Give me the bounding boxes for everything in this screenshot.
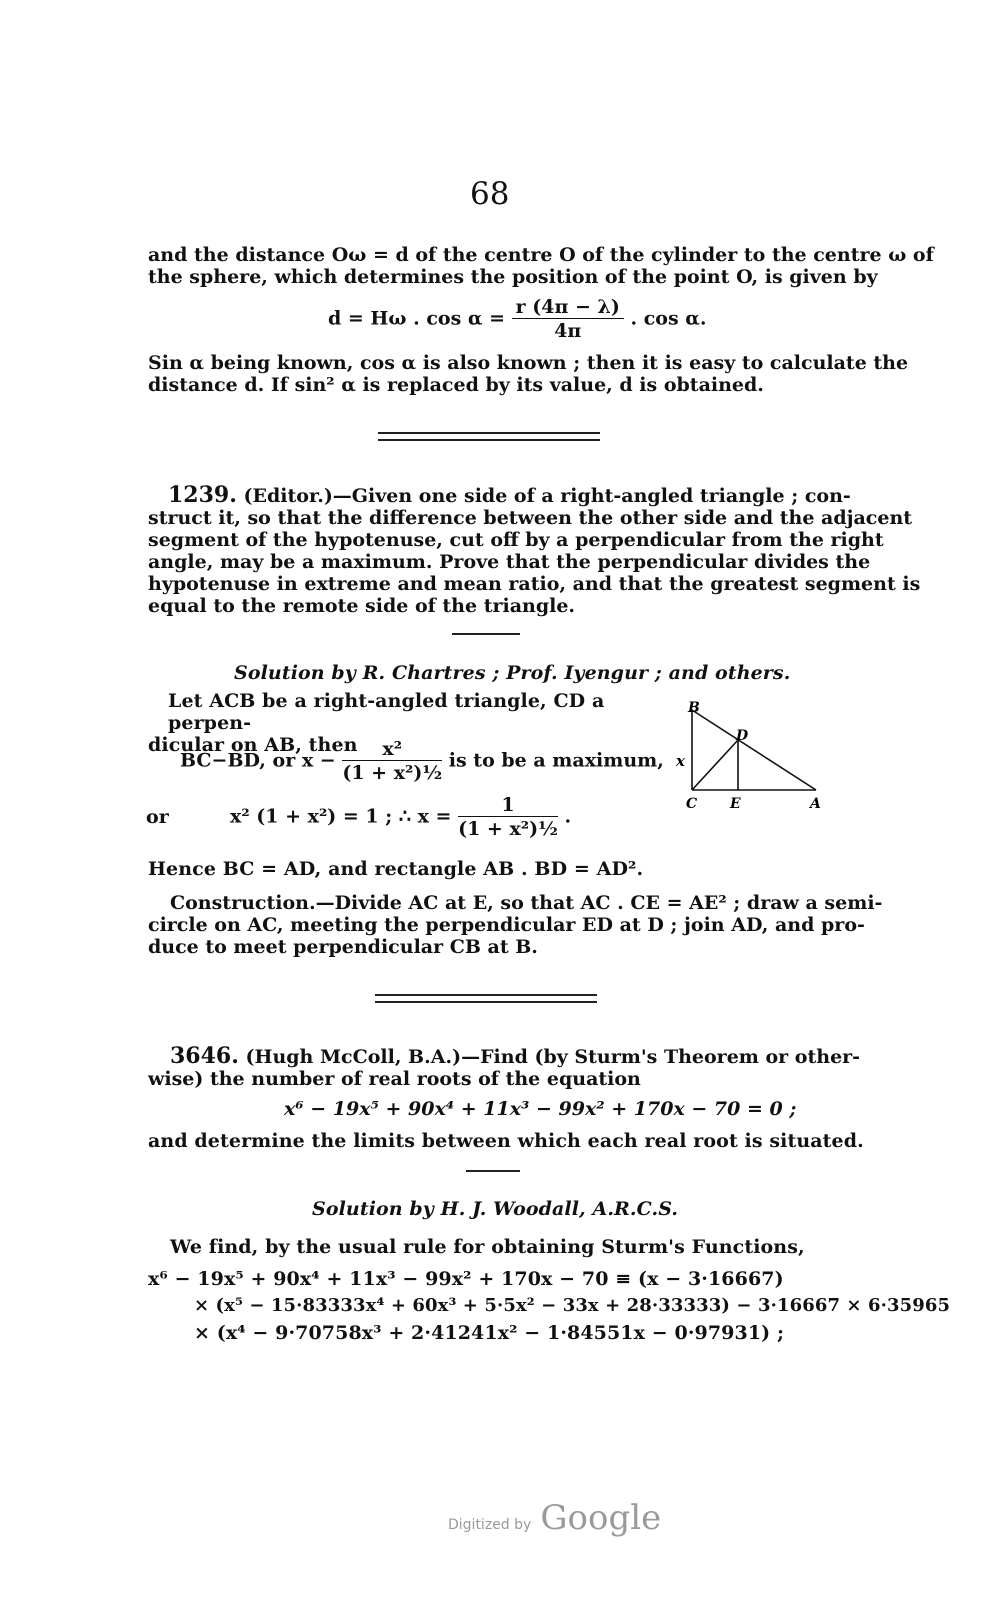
fraction-denominator: 4π <box>554 320 582 342</box>
label-e: E <box>730 796 741 812</box>
solution-attribution: Solution by H. J. Woodall, A.R.C.S. <box>312 1198 679 1220</box>
solution-intro: We find, by the usual rule for obtaining Sturm's Functions, <box>170 1236 805 1258</box>
text-line: segment of the hypotenuse, cut off by a perpendicular from the right <box>148 529 884 551</box>
label-b: B <box>688 700 700 716</box>
equation-rhs: is to be a maximum, <box>448 749 664 772</box>
question-number: 1239. <box>168 482 237 508</box>
intro-paragraph-top <box>148 244 934 288</box>
solution-attribution: Solution by R. Chartres ; Prof. Iyengur ; and others. <box>234 662 791 684</box>
hence-line: Hence BC = AD, and rectangle AB . BD = AD². <box>148 858 644 880</box>
text-line: struct it, so that the difference between the other side and the adjacent <box>148 507 913 529</box>
equation-rhs: . <box>564 805 572 828</box>
text-line: circle on AC, meeting the perpendicular ED at D ; join AD, and pro- <box>148 914 865 936</box>
equation-rhs: . cos α. <box>630 307 707 330</box>
fraction-numerator: 1 <box>458 794 558 817</box>
digitized-watermark <box>448 1498 661 1538</box>
page-number: 68 <box>470 176 510 212</box>
label-d: D <box>736 728 749 744</box>
label-x: x <box>676 752 685 770</box>
distance-equation <box>328 296 707 343</box>
fraction-denominator: (1 + x²)½ <box>342 762 443 784</box>
text-line: the sphere, which determines the position of the point O, is given by <box>148 266 878 288</box>
equation-lhs: BC−BD, or x − <box>180 749 336 772</box>
text-line: hypotenuse in extreme and mean ratio, and that the greatest segment is <box>148 573 921 595</box>
sturm-line-3: × (x⁴ − 9·70758x³ + 2·41241x² − 1·84551x − 0·97931) ; <box>194 1322 785 1344</box>
section-divider <box>375 994 597 1003</box>
text-line: distance d. If sin² α is replaced by its value, d is obtained. <box>148 374 764 396</box>
or-label: or <box>146 806 169 828</box>
short-divider <box>452 633 520 635</box>
label-a: A <box>810 796 821 812</box>
question-text: (Hugh McColl, B.A.)—Find (by Sturm's Theorem or other- <box>245 1046 861 1068</box>
text-line <box>148 484 854 507</box>
line-ba <box>692 710 816 790</box>
short-divider <box>466 1170 520 1172</box>
question-text: and determine the limits between which each real root is situated. <box>148 1130 864 1152</box>
triangle-figure <box>670 690 840 820</box>
solution-equation <box>230 794 571 841</box>
google-logo: Google <box>540 1498 662 1538</box>
text-line: dicular on AB, then <box>148 734 358 756</box>
equation-fraction <box>458 794 558 841</box>
fraction-denominator: (1 + x²)½ <box>458 818 558 840</box>
sturm-line-1: x⁶ − 19x⁵ + 90x⁴ + 11x³ − 99x² + 170x − 70 ≡ (x − 3·16667) <box>148 1268 784 1290</box>
text-line: and the distance Oω = d of the centre O of the cylinder to the centre ω of <box>148 244 934 266</box>
question-text: (Editor.)—Given one side of a right-angled triangle ; con- <box>243 485 851 507</box>
question-1239 <box>148 482 921 617</box>
question-number: 3646. <box>170 1043 239 1069</box>
construction-paragraph <box>148 892 883 958</box>
equation-fraction <box>512 296 624 343</box>
text-line: wise) the number of real roots of the equation <box>148 1068 641 1090</box>
line-cd <box>692 740 738 790</box>
equation-fraction <box>342 738 442 785</box>
polynomial-equation: x⁶ − 19x⁵ + 90x⁴ + 11x³ − 99x² + 170x − 70 = 0 ; <box>284 1098 797 1120</box>
text-line <box>148 1043 861 1069</box>
maximum-equation <box>180 738 664 785</box>
fraction-numerator: x² <box>342 738 442 761</box>
equation-lhs: x² (1 + x²) = 1 ; ∴ x = <box>230 805 452 828</box>
text-line: Construction.—Divide AC at E, so that AC . CE = AE² ; draw a semi- <box>170 892 883 914</box>
equation-lhs: d = Hω . cos α = <box>328 307 506 330</box>
text-line: Let ACB be a right-angled triangle, CD a perpen- <box>168 690 605 734</box>
text-line: angle, may be a maximum. Prove that the perpendicular divides the <box>148 551 871 573</box>
sturm-line-2: × (x⁵ − 15·83333x⁴ + 60x³ + 5·5x² − 33x + 28·33333) − 3·16667 × 6·35965 <box>194 1295 951 1316</box>
intro-paragraph-bottom <box>148 352 909 396</box>
text-line: duce to meet perpendicular CB at B. <box>148 936 538 958</box>
text-line: Sin α being known, cos α is also known ; then it is easy to calculate the <box>148 352 909 374</box>
question-3646 <box>148 1043 861 1090</box>
text-line: equal to the remote side of the triangle. <box>148 595 576 617</box>
section-divider <box>378 432 600 441</box>
fraction-numerator: r (4π − λ) <box>512 296 624 319</box>
watermark-prefix: Digitized by <box>448 1517 532 1533</box>
label-c: C <box>686 796 698 812</box>
